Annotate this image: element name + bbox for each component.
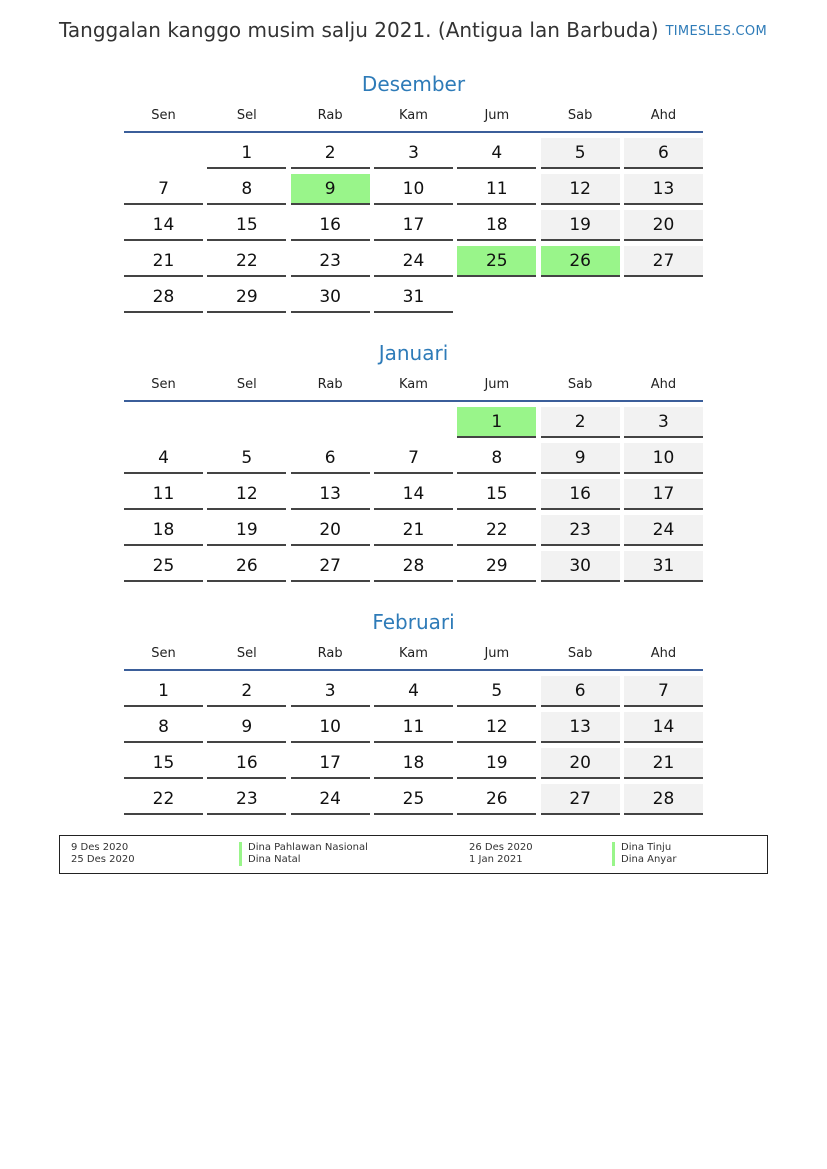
day-cell: 16 [541,479,620,510]
day-cell: 9 [291,174,370,205]
legend-dates-right [469,842,533,866]
empty-day-cell [541,282,620,313]
weekday-label: Ahd [650,646,677,661]
day-cell: 20 [291,515,370,546]
day-cell: 23 [207,784,286,815]
day-cell: 6 [291,443,370,474]
day-cell: 26 [541,246,620,277]
day-cell: 29 [457,551,536,582]
week-row [124,210,703,246]
weekday-label: Sen [151,108,176,123]
legend-date: 1 Jan 2021 [469,854,523,865]
day-cell: 13 [624,174,703,205]
day-cell: 22 [124,784,203,815]
day-cell: 3 [374,138,453,169]
weekday-label: Sen [151,377,176,392]
day-cell: 24 [624,515,703,546]
day-cell: 5 [541,138,620,169]
day-cell: 18 [124,515,203,546]
day-cell: 29 [207,282,286,313]
day-cell: 19 [207,515,286,546]
day-cell: 1 [457,407,536,438]
empty-day-cell [291,407,370,438]
day-cell: 17 [624,479,703,510]
day-cell: 10 [374,174,453,205]
day-cell: 27 [291,551,370,582]
day-cell: 7 [124,174,203,205]
month-title: Februari [372,610,455,634]
weekday-label: Kam [399,377,428,392]
day-cell: 27 [624,246,703,277]
legend-names-left [239,842,368,866]
day-cell: 26 [207,551,286,582]
week-row [124,748,703,784]
day-cell: 13 [291,479,370,510]
day-cell: 20 [624,210,703,241]
day-cell: 5 [207,443,286,474]
day-cell: 21 [374,515,453,546]
weekday-label: Rab [317,108,343,123]
day-cell: 10 [291,712,370,743]
legend-holiday-name: Dina Anyar [612,854,676,866]
day-cell: 23 [291,246,370,277]
week-row [124,676,703,712]
day-cell: 19 [541,210,620,241]
empty-day-cell [124,138,203,169]
week-row [124,479,703,515]
day-cell: 8 [207,174,286,205]
month-calendar [124,608,703,820]
legend-holiday-name: Dina Pahlawan Nasional [239,842,368,854]
empty-day-cell [207,407,286,438]
day-cell: 4 [124,443,203,474]
day-cell: 12 [541,174,620,205]
weekday-label: Sen [151,646,176,661]
day-cell: 25 [457,246,536,277]
legend-date: 25 Des 2020 [71,854,135,865]
weekday-label: Kam [399,108,428,123]
day-cell: 25 [124,551,203,582]
weekday-label: Ahd [650,377,677,392]
day-cell: 10 [624,443,703,474]
day-cell: 2 [291,138,370,169]
week-row [124,174,703,210]
weekday-label: Sel [236,646,257,661]
weekday-label: Sab [567,108,593,123]
day-cell: 18 [374,748,453,779]
day-cell: 13 [541,712,620,743]
day-cell: 5 [457,676,536,707]
empty-day-cell [624,282,703,313]
month-calendar [124,70,703,318]
day-cell: 8 [124,712,203,743]
page-title: Tanggalan kanggo musim salju 2021. (Antigua lan Barbuda) [59,18,659,42]
weekday-header [124,375,703,400]
weekday-label: Kam [399,646,428,661]
day-cell: 15 [124,748,203,779]
weekday-label: Jum [484,646,510,661]
legend-date: 9 Des 2020 [71,842,129,853]
day-cell: 15 [457,479,536,510]
day-cell: 31 [624,551,703,582]
day-cell: 3 [291,676,370,707]
day-cell: 15 [207,210,286,241]
week-row [124,282,703,318]
day-cell: 23 [541,515,620,546]
brand-logo[interactable]: TIMESLES.COM [665,24,767,39]
week-row [124,407,703,443]
day-cell: 28 [124,282,203,313]
week-row [124,443,703,479]
week-row [124,246,703,282]
week-row [124,138,703,174]
day-cell: 6 [624,138,703,169]
day-cell: 28 [624,784,703,815]
month-title: Desember [361,72,466,96]
header-divider [124,669,703,671]
weekday-header [124,644,703,669]
empty-day-cell [124,407,203,438]
week-row [124,551,703,587]
week-row [124,712,703,748]
day-cell: 3 [624,407,703,438]
day-cell: 16 [291,210,370,241]
day-cell: 17 [291,748,370,779]
day-cell: 1 [207,138,286,169]
weekday-label: Sab [567,377,593,392]
day-cell: 7 [374,443,453,474]
day-cell: 22 [457,515,536,546]
weekday-header [124,106,703,131]
day-cell: 4 [374,676,453,707]
day-cell: 11 [124,479,203,510]
legend-dates-left [71,842,135,866]
day-cell: 9 [207,712,286,743]
day-cell: 14 [624,712,703,743]
day-cell: 31 [374,282,453,313]
weekday-label: Sab [567,646,593,661]
week-row [124,784,703,820]
day-cell: 2 [541,407,620,438]
day-cell: 8 [457,443,536,474]
day-cell: 6 [541,676,620,707]
day-cell: 26 [457,784,536,815]
legend-holiday-name: Dina Natal [239,854,368,866]
legend-holiday-name: Dina Tinju [612,842,676,854]
legend-names-right [612,842,676,866]
weekday-label: Rab [317,646,343,661]
day-cell: 16 [207,748,286,779]
day-cell: 25 [374,784,453,815]
month-title: Januari [378,341,449,365]
day-cell: 17 [374,210,453,241]
header-divider [124,131,703,133]
day-cell: 18 [457,210,536,241]
week-row [124,515,703,551]
day-cell: 24 [291,784,370,815]
empty-day-cell [374,407,453,438]
day-cell: 9 [541,443,620,474]
day-cell: 12 [207,479,286,510]
day-cell: 22 [207,246,286,277]
day-cell: 19 [457,748,536,779]
empty-day-cell [457,282,536,313]
day-cell: 30 [291,282,370,313]
day-cell: 28 [374,551,453,582]
weekday-label: Jum [484,108,510,123]
day-cell: 1 [124,676,203,707]
header-divider [124,400,703,402]
weekday-label: Jum [484,377,510,392]
day-cell: 30 [541,551,620,582]
day-cell: 27 [541,784,620,815]
day-cell: 4 [457,138,536,169]
holiday-legend [59,835,768,874]
day-cell: 20 [541,748,620,779]
day-cell: 11 [457,174,536,205]
weekday-label: Sel [236,377,257,392]
day-cell: 24 [374,246,453,277]
legend-date: 26 Des 2020 [469,842,533,853]
day-cell: 2 [207,676,286,707]
weekday-label: Ahd [650,108,677,123]
day-cell: 21 [124,246,203,277]
month-calendar [124,339,703,587]
day-cell: 14 [124,210,203,241]
day-cell: 21 [624,748,703,779]
weekday-label: Rab [317,377,343,392]
day-cell: 14 [374,479,453,510]
day-cell: 12 [457,712,536,743]
day-cell: 11 [374,712,453,743]
weekday-label: Sel [236,108,257,123]
day-cell: 7 [624,676,703,707]
